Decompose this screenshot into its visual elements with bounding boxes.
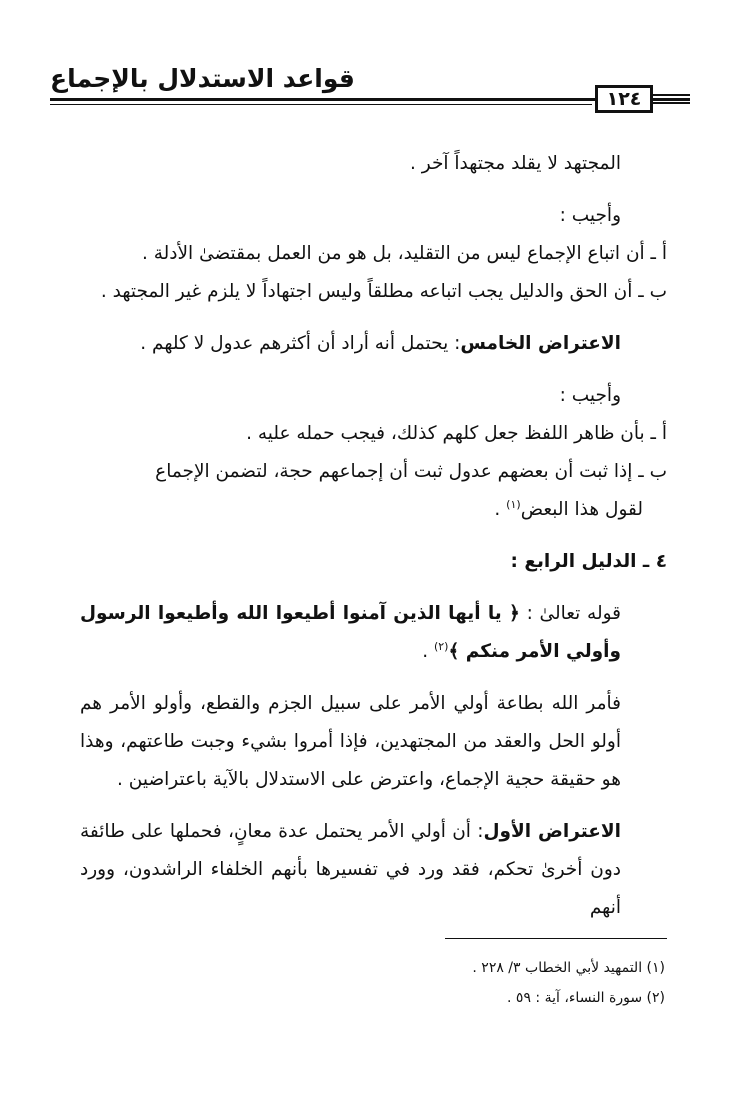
paragraph: وأجيب : (559, 205, 621, 226)
list-item: ب ـ إذا ثبت أن بعضهم عدول ثبت أن إجماعهم حجة، لتضمن الإجماع (155, 461, 667, 482)
footnotes (472, 953, 665, 1013)
continuation-text: لقول هذا البعض (520, 499, 643, 520)
running-title: قواعد الاستدلال بالإجماع (50, 64, 355, 93)
paragraph (80, 813, 667, 927)
objection-label: الاعتراض الأول (483, 821, 622, 842)
body-text (80, 145, 667, 927)
paragraph (80, 325, 667, 363)
page-number: ١٢٤ (595, 85, 653, 113)
header-rule (50, 98, 690, 101)
list-item: أ ـ أن اتباع الإجماع ليس من التقليد، بل هو من العمل بمقتضىٰ الأدلة . (141, 243, 667, 264)
section-heading: ٤ ـ الدليل الرابع : (510, 551, 667, 572)
paragraph: وأجيب : (559, 385, 621, 406)
paragraph: فأمر الله بطاعة أولي الأمر على سبيل الجزم والقطع، وأولو الأمر هم أولو الحل والعقد من المجتهدين، فإذا أمروا بشيء وجبت طاعتهم، وهذا هو حقيقة حجية الإجماع، واعترض على الاستدلال بالآية باعتراضين . (80, 693, 621, 790)
paragraph: المجتهد لا يقلد مجتهداً آخر . (409, 153, 621, 174)
verse-end: . (422, 641, 434, 662)
footnote-separator (445, 938, 667, 939)
page-header (50, 60, 690, 120)
list-item: ب ـ أن الحق والدليل يجب اتباعه مطلقاً وليس اجتهاداً لا يلزم غير المجتهد . (100, 281, 667, 302)
footnote: (١) التمهيد لأبي الخطاب ٣/ ٢٢٨ . (472, 960, 665, 976)
page-number-ornament (653, 94, 690, 104)
header-rule-thin (50, 104, 592, 105)
objection-label: الاعتراض الخامس (460, 333, 621, 354)
list-item-continuation (80, 491, 667, 529)
objection-text: : يحتمل أنه أراد أن أكثرهم عدول لا كلهم . (140, 333, 461, 354)
list-item: أ ـ بأن ظاهر اللفظ جعل كلهم كذلك، فيجب حمله عليه . (246, 423, 667, 444)
quran-verse: ﴿ يا أيها الذين آمنوا أطيعوا الله وأطيعوا الرسول وأولي الأمر منكم ﴾ (80, 603, 621, 662)
objection-text: : أن أولي الأمر يحتمل عدة معانٍ، فحملها على طائفة دون أخرىٰ تحكم، فقد ورد في تفسيرها بأنهم الخلفاء الراشدون، وورد أنهم (80, 821, 621, 918)
footnote: (٢) سورة النساء، آية : ٥٩ . (507, 990, 665, 1006)
paragraph (80, 595, 667, 671)
footnote-ref: (٢) (433, 639, 449, 653)
continuation-end: . (494, 499, 507, 520)
verse-intro: قوله تعالىٰ : (519, 603, 621, 624)
footnote-ref: (١) (506, 497, 521, 511)
